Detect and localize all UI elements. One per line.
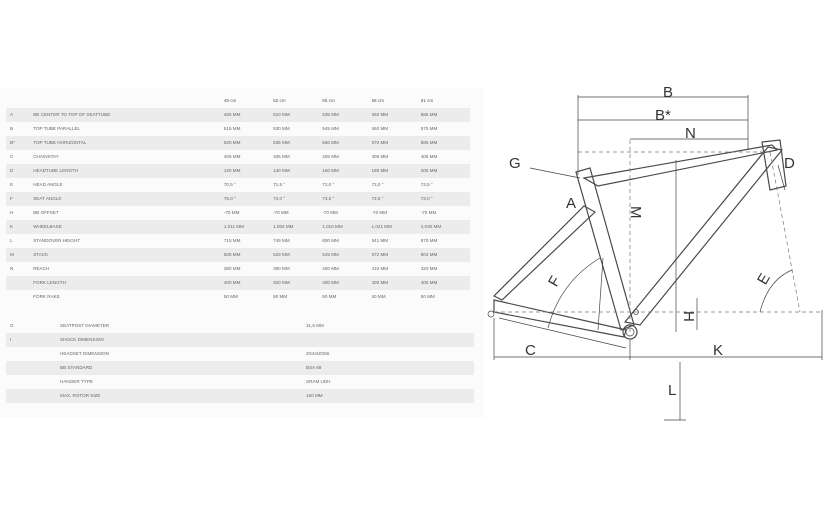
geometry-row [6,164,470,178]
specs-rows [6,319,474,403]
spec-value: 160 MM [306,389,474,403]
row-value: 1.004 MM [273,220,322,234]
row-value: 73,5 ° [322,192,371,206]
label-e: E [754,270,774,288]
row-value: 545 MM [322,126,339,131]
size-header: 49 cm [223,98,237,103]
row-code: E [10,182,14,187]
row-value: 73,5 ° [420,182,433,187]
row-value: 180 MM [372,164,421,178]
spec-value: SRAM UDH [306,379,331,384]
row-value: 75,0 ° [224,192,273,206]
row-value: 1.010 MM [322,220,371,234]
geometry-row [6,178,470,192]
row-value: -70 MM [273,210,289,215]
label-h: H [680,311,697,322]
geometry-row [6,220,470,234]
spec-code: G [10,323,14,328]
spec-row [6,375,474,389]
spec-row [6,319,474,333]
row-value: 400 MM [224,276,273,290]
row-value: 604 MM [421,248,470,262]
size-header: 55 cm [322,98,335,103]
row-value: 405 MM [223,154,241,159]
row-code: H [10,210,14,215]
geometry-table [6,94,470,304]
row-code: F [6,192,33,206]
row-label: FORK RAKE [33,294,60,299]
row-label: HEAD ANGLE [33,182,63,187]
row-code: B* [6,136,33,150]
seat-stay [494,206,595,300]
row-value: 410 MM [371,266,389,271]
row-label: CHAINSTAY [33,154,59,159]
row-value: 50 MM [273,294,288,299]
row-value: 400 MM [421,276,470,290]
spec-value [306,333,474,347]
spec-value: ZS44/ZS56 [306,351,330,356]
row-value: -70 MM [223,210,240,215]
geometry-row [6,192,470,206]
spec-row [6,333,474,347]
row-value: 1.011 MM [224,220,273,234]
label-a: A [566,195,577,212]
row-value: 50 MM [420,294,435,299]
size-header-row [6,94,470,108]
row-label: BB OFFSET [33,210,59,215]
row-value: 71,5 ° [273,182,286,187]
row-value: 74,0 ° [273,192,322,206]
row-value: -70 MM [371,210,388,215]
row-value: 715 MM [223,238,241,243]
row-value: 1.021 MM [372,220,421,234]
label-d: D [784,155,795,172]
row-value: 405 MM [371,154,389,159]
row-value: 465 MM [224,108,273,122]
row-label: WHEELBASE [33,220,224,234]
label-g: G [509,155,521,172]
row-value: 530 MM [273,126,290,131]
row-value: 200 MM [421,164,470,178]
geometry-row [6,108,470,122]
label-c: C [525,342,536,359]
g-leader-line [530,168,580,178]
row-label: STANDOVER HEIGHT [33,238,81,243]
geometry-row [6,276,470,290]
geometry-rows [6,108,470,304]
spec-label: HANGER TYPE [60,379,93,384]
f-dimension-line [598,258,603,330]
row-value: 405 MM [322,154,339,159]
row-value: 140 MM [273,164,322,178]
label-l: L [668,382,677,399]
specs-table [6,319,474,403]
row-value: 380 MM [223,266,241,271]
geometry-row [6,262,470,276]
row-value: 545 MM [322,248,371,262]
row-value: 73,5 ° [372,192,421,206]
row-value: 841 MM [371,238,389,243]
size-header: 61 cm [420,98,434,103]
spec-row [6,347,474,361]
row-code: D [6,164,33,178]
row-value: 405 MM [273,154,290,159]
row-value: 400 MM [322,276,371,290]
row-label: STACK [33,248,224,262]
row-value: 50 MM [223,294,238,299]
row-value: 515 MM [223,126,241,131]
row-code: B [10,126,14,131]
spec-label: SEATPOST DIAMETER [60,323,110,328]
row-code: C [10,154,14,159]
row-value: 405 MM [420,154,438,159]
row-value: -70 MM [322,210,338,215]
spec-label: SHOCK DIMENSION [60,333,306,347]
row-value: 1.030 MM [421,220,470,234]
spec-row [6,361,474,375]
frame-geometry-diagram [485,70,824,430]
row-value: 550 MM [322,136,371,150]
rear-dropout [488,311,494,317]
spec-code: I [6,333,60,347]
spec-code [6,361,60,375]
row-code: N [10,266,14,271]
dimension-lines [494,95,822,420]
chain-stay [494,300,626,337]
size-header: 52 cm [273,98,286,103]
row-value: 585 MM [421,136,470,150]
spec-code [6,347,60,361]
row-value: 570 MM [372,136,421,150]
row-value: 585 MM [421,108,470,122]
row-value: 73,0 ° [371,182,384,187]
label-n: N [685,125,696,142]
row-value: 400 MM [273,276,322,290]
label-k: K [713,342,724,359]
row-value: 505 MM [224,248,273,262]
top-tube [584,145,777,186]
geometry-row [6,136,470,150]
row-label: TOP TUBE HORIZONTAL [33,136,224,150]
dimension-labels [509,84,795,399]
row-value: 572 MM [372,248,421,262]
label-b: B [663,84,674,101]
row-value: 560 MM [371,126,389,131]
row-value: 535 MM [273,136,322,150]
row-value: 160 MM [322,164,371,178]
spec-label: MAX. ROTOR SIZE [60,389,306,403]
row-value: 749 MM [273,238,290,243]
row-code [6,290,33,304]
row-code: K [6,220,33,234]
row-value: 575 MM [420,126,438,131]
spec-label: HEADSET DIMENSION [60,351,109,356]
geometry-row [6,206,470,220]
geometry-row [6,248,470,262]
spec-label: BB STANDARD [60,361,306,375]
spec-row [6,389,474,403]
row-value: -70 MM [420,210,437,215]
row-value: 800 MM [322,238,339,243]
geometry-row [6,150,470,164]
row-value: 70,5 ° [223,182,236,187]
spec-value: BSA 68 [306,361,474,375]
bike-frame [488,140,786,339]
f-angle-arc [548,258,600,328]
row-value: 400 MM [322,266,339,271]
row-value: 50 MM [322,294,337,299]
row-code: L [10,238,13,243]
row-value: 420 MM [420,266,438,271]
row-label: HEADTUBE LENGTH [33,164,224,178]
label-m: M [627,206,644,219]
row-code: M [6,248,33,262]
spec-value: 31,6 MM [306,323,324,328]
row-value: 73,0 ° [421,192,470,206]
code-header [6,94,33,108]
row-label: TOP TUBE PARALLEL [33,126,81,131]
spec-code [6,389,60,403]
row-value: 523 MM [273,248,322,262]
size-header: 58 cm [371,98,385,103]
geometry-panel [0,88,484,418]
row-label: FORK LENGTH [33,276,224,290]
row-value: 535 MM [322,108,371,122]
label-header [33,94,224,108]
label-b-star: B* [655,107,671,124]
row-value: 870 MM [420,238,438,243]
seat-tube [576,168,634,330]
row-value: 120 MM [224,164,273,178]
row-label: REACH [33,266,50,271]
row-value: 550 MM [372,108,421,122]
geometry-row [6,122,470,136]
row-code [6,276,33,290]
geometry-row [6,290,470,304]
down-tube [625,147,782,325]
row-value: 520 MM [224,136,273,150]
row-value: 400 MM [372,276,421,290]
c-dimension-line [499,318,626,348]
row-label: BB CENTER TO TOP OF SEATTUBE [33,108,224,122]
row-code: A [6,108,33,122]
row-value: 50 MM [371,294,386,299]
label-f: F [545,273,565,290]
row-value: 390 MM [273,266,290,271]
row-label: SEAT ANGLE [33,192,224,206]
spec-code [6,375,60,389]
geometry-row [6,234,470,248]
row-value: 510 MM [273,108,322,122]
row-value: 72,0 ° [322,182,335,187]
